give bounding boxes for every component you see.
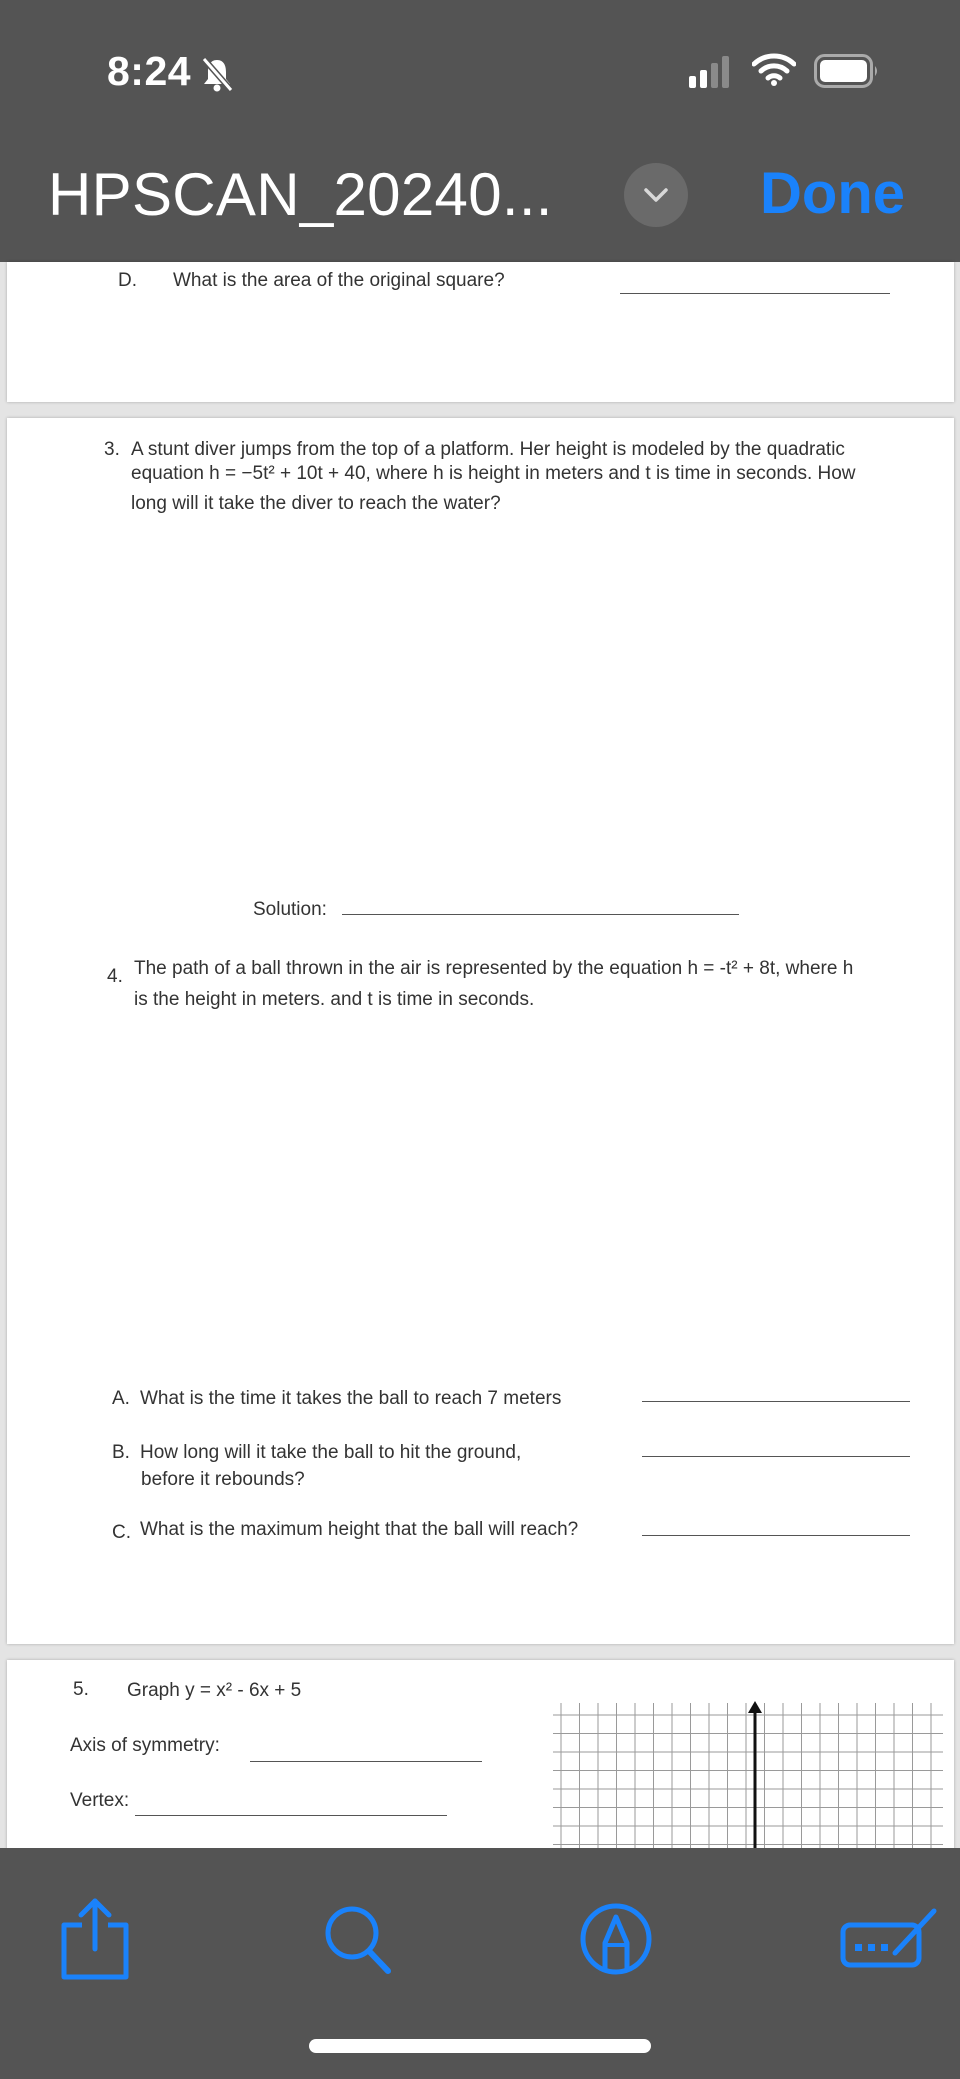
silent-bell-icon <box>200 56 234 97</box>
markup-icon[interactable] <box>578 1897 654 1986</box>
answer-line-d <box>620 293 890 294</box>
answer-line-c <box>642 1535 910 1536</box>
question-4-line-2: is the height in meters. and t is time in seconds. <box>134 989 535 1010</box>
part-a-letter: A. <box>112 1388 130 1409</box>
axis-of-symmetry-label: Axis of symmetry: <box>70 1735 220 1756</box>
vertex-label: Vertex: <box>70 1790 130 1811</box>
chevron-down-icon <box>642 183 670 207</box>
item-letter-d: D. <box>118 270 137 291</box>
wifi-icon <box>752 52 796 91</box>
part-b-letter: B. <box>112 1442 130 1463</box>
search-icon[interactable] <box>322 1897 394 1986</box>
question-5-number: 5. <box>73 1679 89 1700</box>
part-b-text-2: before it rebounds? <box>141 1469 305 1490</box>
question-5-text: Graph y = x² - 6x + 5 <box>127 1680 302 1701</box>
keyboard-pencil-icon[interactable] <box>837 1897 939 1986</box>
answer-line-b <box>642 1456 910 1457</box>
question-d-text: What is the area of the original square? <box>173 270 505 291</box>
axis-of-symmetry-line <box>250 1761 482 1762</box>
question-4-line-1: The path of a ball thrown in the air is represented by the equation h = -t² + 8t, where h <box>134 958 854 979</box>
document-title[interactable]: HPSCAN_20240... <box>48 161 553 228</box>
solution-label: Solution: <box>253 899 327 920</box>
status-time: 8:24 <box>107 48 192 94</box>
vertex-line <box>135 1815 447 1816</box>
part-c-text: What is the maximum height that the ball will reach? <box>140 1519 579 1540</box>
share-icon[interactable] <box>56 1897 134 1986</box>
question-3-line-2: equation h = −5t² + 10t + 40, where h is height in meters and t is time in seconds. How <box>131 463 856 484</box>
question-3-line-3: long will it take the diver to reach the water? <box>131 493 501 514</box>
status-bar <box>0 0 960 130</box>
title-menu-button[interactable] <box>624 163 688 227</box>
part-a-text: What is the time it takes the ball to reach 7 meters <box>140 1388 562 1409</box>
question-4-number: 4. <box>107 966 123 987</box>
home-indicator <box>309 2039 651 2053</box>
cellular-signal-icon <box>689 56 733 93</box>
answer-line-a <box>642 1401 910 1402</box>
solution-line <box>342 914 739 915</box>
done-button[interactable]: Done <box>760 161 905 226</box>
part-b-text-1: How long will it take the ball to hit the ground, <box>140 1442 522 1463</box>
y-axis-arrow <box>748 1701 762 1713</box>
battery-icon <box>814 54 880 93</box>
part-c-letter: C. <box>112 1522 131 1543</box>
question-3-line-1: A stunt diver jumps from the top of a platform. Her height is modeled by the quadratic <box>131 439 845 460</box>
question-3-number: 3. <box>104 439 120 460</box>
